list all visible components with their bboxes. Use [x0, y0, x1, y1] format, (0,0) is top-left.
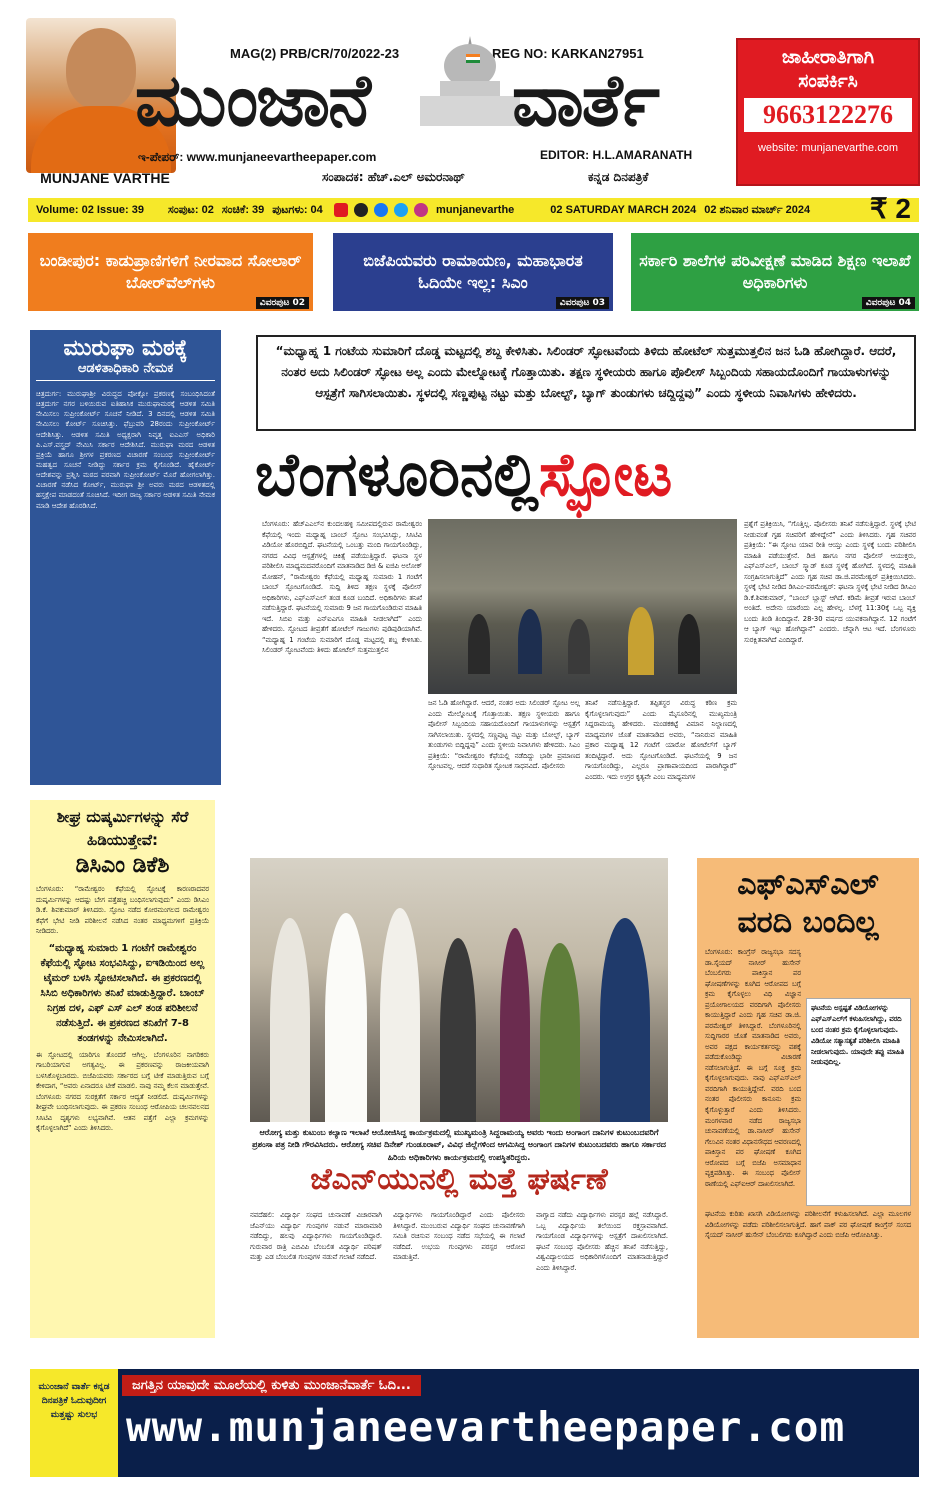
fsl-story	[697, 858, 919, 1338]
facebook-icon[interactable]	[374, 203, 388, 217]
story-body-continued: ಘಟನೆಯ ಕುರಿತು ಖಾಸಗಿ ವಿಡಿಯೋಗಳನ್ನು ಪರಿಶೀಲನೆಗೆ ಕಳುಹಿಸಲಾಗಿದೆ. ಎಲ್ಲಾ ಮೂಲಗಳ ವಿಡಿಯೋಗಳನ್ನು ಪಡೆದು ಪರಿಶೀಲಿಸಲಾಗುತ್ತಿದೆ. ಹಾಗೆ ಪಾಕ್ ಪರ ಘೋಷಣೆ ಕಾಂಗ್ರೆಸ್ ಸಂಸದ ಸೈಯದ್ ನಾಸೀರ್ ಹುಸೇನ್ ಬೆಂಬಲಿಗರು ಕೂಗಿದ್ದಾರೆ ಎಂದು ಬಿಜೆಪಿ ಆರೋಪಿಸಿತ್ತು.	[705, 1210, 911, 1240]
story-body-continued: ಈ ಸ್ಫೋಟದಲ್ಲಿ ಯಾರಿಗೂ ತೊಂದರೆ ಆಗಿಲ್ಲ. ಬೆಂಗಳೂರಿನ ನಾಗರಿಕರು ಗಾಬರಿಯಾಗುವ ಅಗತ್ಯವಿಲ್ಲ. ಈ ಪ್ರಕರಣವನ್ನು ರಾಜಕೀಯವಾಗಿ ಬಳಸಿಕೊಳ್ಳಬಾರದು. ಬಿಜೆಪಿಯವರು ಸರ್ಕಾರದ ಬಗ್ಗೆ ಟೀಕೆ ಮಾಡುತ್ತಿರುವ ಬಗ್ಗೆ ಕೇಳಿದಾಗ, “ಅವರು ಏನಾದರೂ ಟೀಕೆ ಮಾಡಲಿ. ನಾವು ನಮ್ಮ ಕೆಲಸ ಮಾಡುತ್ತೇವೆ. ಬೆಂಗಳೂರು ನಗರದ ಸುರಕ್ಷತೆಗೆ ಸರ್ಕಾರ ಆದ್ಯತೆ ನೀಡಲಿದೆ. ದುಷ್ಕರ್ಮಿಗಳನ್ನು ಶೀಘ್ರವೇ ಬಂಧಿಸಲಾಗುವುದು. ಈ ಪ್ರಕರಣ ಸಂಬಂಧ ಆರೋಪಿಯ ಚಲನವಲನದ ಸಿಸಿಟಿವಿ ದೃಶ್ಯಗಳು ಲಭ್ಯವಾಗಿವೆ. ಆತನ ಪತ್ತೆಗೆ ಎಲ್ಲಾ ಕ್ರಮಗಳನ್ನು ಕೈಗೊಳ್ಳಲಾಗಿದೆ” ಎಂದು ತಿಳಿಸಿದರು.	[36, 1050, 209, 1133]
headline-black: ಬೆಂಗಳೂರಿನಲ್ಲಿ	[255, 440, 539, 510]
main-story-column-1: ಬೆಂಗಳೂರು: ಹೆಚ್‌ಎಎಲ್‌ನ ಕುಂದಲಹಳ್ಳಿ ಸಮೀಪದಲ್ಲಿರುವ ರಾಮೇಶ್ವರಂ ಕೆಫೆಯಲ್ಲಿ ಇಂದು ಮಧ್ಯಾಹ್ನ ಬಾಂಬ್ ಸ್ಫೋಟ ಸಂಭವಿಸಿದ್ದು, ಸಿಸಿಟಿವಿ ವಿಡಿಯೋ ಹೊರಬಿದ್ದಿದೆ. ಘಟನೆಯಲ್ಲಿ ಒಂಬತ್ತು ಮಂದಿ ಗಾಯಗೊಂಡಿದ್ದು, ನಗರದ ವಿವಿಧ ಆಸ್ಪತ್ರೆಗಳಲ್ಲಿ ಚಿಕಿತ್ಸೆ ಪಡೆಯುತ್ತಿದ್ದಾರೆ. ಘಟನಾ ಸ್ಥಳ ಪರಿಶೀಲಿಸಿ ಮಾಧ್ಯಮದವರೊಂದಿಗೆ ಮಾತನಾಡಿದ ಡಿಜಿ & ಐಜಿಪಿ ಅಲೋಕ್ ಮೋಹನ್, “ರಾಮೇಶ್ವರಂ ಕೆಫೆಯಲ್ಲಿ ಮಧ್ಯಾಹ್ನ ಸುಮಾರು 1 ಗಂಟೆಗೆ ಬಾಂಬ್ ಸ್ಫೋಟಗೊಂಡಿದೆ. ಸುದ್ದಿ ತಿಳಿದ ತಕ್ಷಣ ಸ್ಥಳಕ್ಕೆ ಪೊಲೀಸ್ ಅಧಿಕಾರಿಗಳು, ಎಫ್‌ಎಸ್‌ಎಲ್ ತಂಡ ಕೂಡ ಬಂದಿದೆ. ಅಧಿಕಾರಿಗಳು ತನಿಖೆ ನಡೆಸುತ್ತಿದ್ದಾರೆ. ಘಟನೆಯಲ್ಲಿ ಸುಮಾರು 9 ಜನ ಗಾಯಗೊಂಡಿರುವ ಮಾಹಿತಿ ಇದೆ. ಸಿಬಿಐ ಮತ್ತು ಎನ್‌ಐಎಗೂ ಮಾಹಿತಿ ನೀಡಲಾಗಿದೆ” ಎಂದು ಹೇಳಿದರು. ಸ್ಫೋಟದ ತೀವ್ರತೆಗೆ ಹೋಟೆಲ್ ಗಾಜುಗಳು ಪುಡಿಪುಡಿಯಾಗಿವೆ. “ಮಧ್ಯಾಹ್ನ 1 ಗಂಟೆಯ ಸುಮಾರಿಗೆ ದೊಡ್ಡ ಮಟ್ಟದಲ್ಲಿ ಶಬ್ದ ಕೇಳಿಸಿತು. ಸಿಲಿಂಡರ್ ಸ್ಫೋಟವೆಂದು ತಿಳಿದು ಹೋಟೆಲ್ ಸುತ್ತಮುತ್ತಲಿನ	[262, 520, 422, 655]
murugha-story	[30, 330, 221, 785]
teaser-text: ಸರ್ಕಾರಿ ಶಾಲೆಗಳ ಪರಿವೀಕ್ಷಣೆ ಮಾಡಿದ ಶಿಕ್ಷಣ ಇಲಾಖೆ ಅಧಿಕಾರಿಗಳು	[639, 250, 911, 292]
teaser-page-tag: ವಿವರಪುಟ 04	[862, 297, 915, 309]
brand-left: ಮುಂಜಾನೆ	[135, 58, 369, 142]
ad-line-2: ಸಂಪರ್ಕಿಸಿ	[798, 70, 858, 92]
youtube-icon[interactable]	[334, 203, 348, 217]
story-subheadline: ಆಡಳಿತಾಧಿಕಾರಿ ನೇಮಕ	[36, 361, 215, 381]
headline-red: ಸ್ಫೋಟ	[538, 440, 673, 510]
epaper-link[interactable]: ಇ-ಪೇಪರ್: www.munjaneevartheepaper.com	[138, 150, 377, 164]
teaser-schools[interactable]	[631, 233, 919, 311]
story-subheadline: ಡಿಸಿಎಂ ಡಿಕೆಶಿ	[75, 853, 170, 878]
date-english: 02 SATURDAY MARCH 2024	[550, 204, 697, 216]
main-story-column-2: ಜನ ಓಡಿ ಹೋಗಿದ್ದಾರೆ. ಆದರೆ, ನಂತರ ಅದು ಸಿಲಿಂಡರ್ ಸ್ಫೋಟ ಅಲ್ಲ ಎಂದು ಮೇಲ್ನೋಟಕ್ಕೆ ಗೊತ್ತಾಯಿತು. ತಕ್ಷಣ ಸ್ಥಳೀಯರು ಹಾಗೂ ಪೊಲೀಸ್ ಸಿಬ್ಬಂದಿಯ ಸಹಾಯದೊಂದಿಗೆ ಗಾಯಾಳುಗಳನ್ನು ಆಸ್ಪತ್ರೆಗೆ ಸಾಗಿಸಲಾಯಿತು. ಸ್ಥಳದಲ್ಲಿ ಸಣ್ಣಪುಟ್ಟ ನಟ್ಟು ಮತ್ತು ಬೋಲ್ಟ್, ಬ್ಯಾಗ್ ತುಂಡುಗಳು ಬಿದ್ದಿದ್ದವು” ಎಂದು ಸ್ಥಳೀಯ ನಿವಾಸಿಗಳು ಹೇಳಿದರು. ಸಿಎಂ ಪ್ರತಿಕ್ರಿಯೆ: “ರಾಮೇಶ್ವರಂ ಕೆಫೆಯಲ್ಲಿ ನಡೆದಿದ್ದು ಭಾರೀ ಪ್ರಮಾಣದ ಸ್ಫೋಟವಲ್ಲ. ಆದರೆ ಸುಧಾರಿತ ಸ್ಫೋಟಕ ಸಾಧನವಿದೆ. ಪೊಲೀಸರು	[428, 699, 580, 771]
ad-website[interactable]: website: munjanevarthe.com	[757, 142, 898, 154]
story-headline: ಶೀಘ್ರ ದುಷ್ಕರ್ಮಿಗಳನ್ನು ಸೆರೆ ಹಿಡಿಯುತ್ತೇವೆ:	[56, 808, 189, 849]
epaper-banner[interactable]	[30, 1369, 919, 1477]
pull-quote: “ಮಧ್ಯಾಹ್ನ ಸುಮಾರು 1 ಗಂಟೆಗೆ ರಾಮೇಶ್ವರಂ ಕೆಫೆಯಲ್ಲಿ ಸ್ಫೋಟ ಸಂಭವಿಸಿದ್ದು, ಐಇಡಿಯಿಂದ ಅಲ್ಲ ಟೈಮರ್ ಬಳಸಿ ಸ್ಫೋಟಿಸಲಾಗಿದೆ. ಈ ಪ್ರಕರಣದಲ್ಲಿ ಸಿಸಿಬಿ ಅಧಿಕಾರಿಗಳು ತನಿಖೆ ಮಾಡುತ್ತಿದ್ದಾರೆ. ಬಾಂಬ್ ನಿಗ್ರಹ ದಳ, ಎಫ್ ಎಸ್ ಎಲ್ ತಂಡ ಪರಿಶೀಲನೆ ನಡೆಸುತ್ತಿದೆ. ಈ ಪ್ರಕರಣದ ತನಿಖೆಗೆ 7-8 ತಂಡಗಳನ್ನು ನೇಮಿಸಲಾಗಿದೆ.	[40, 942, 205, 1044]
date-kannada: 02 ಶನಿವಾರ ಮಾರ್ಚ್ 2024	[704, 203, 811, 216]
twitter-icon[interactable]	[394, 203, 408, 217]
jnu-column-3: ವಾಗ್ವಾದ ನಡೆದು ವಿದ್ಯಾರ್ಥಿಗಳು ಪರಸ್ಪರ ಹಲ್ಲೆ ನಡೆಸಿದ್ದಾರೆ. ಒಬ್ಬ ವಿದ್ಯಾರ್ಥಿಯ ತಲೆಯಿಂದ ರಕ್ತಸ್ರಾವವಾಗಿದೆ. ಗಾಯಗೊಂಡ ವಿದ್ಯಾರ್ಥಿಗಳನ್ನು ಆಸ್ಪತ್ರೆಗೆ ದಾಖಲಿಸಲಾಗಿದೆ. ಘಟನೆ ಸಂಬಂಧ ಪೊಲೀಸರು ಹೆಚ್ಚಿನ ತನಿಖೆ ನಡೆಸುತ್ತಿದ್ದು, ವಿಶ್ವವಿದ್ಯಾಲಯದ ಅಧಿಕಾರಿಗಳೊಂದಿಗೆ ಮಾತನಾಡುತ್ತಿದ್ದಾರೆ ಎಂದು ತಿಳಿಸಿದ್ದಾರೆ.	[536, 1211, 668, 1272]
story-headline: ಎಫ್‌ಎಸ್‌ಎಲ್ ವರದಿ ಬಂದಿಲ್ಲ	[737, 867, 879, 940]
whatsapp-icon[interactable]	[354, 203, 368, 217]
cm-event-photo	[250, 858, 668, 1122]
ad-phone[interactable]: 9663122276	[744, 98, 912, 132]
dcm-story	[30, 800, 215, 1338]
banner-url[interactable]: www.munjaneevartheepaper.com	[126, 1403, 846, 1451]
banner-side-text: ಮುಂಜಾನೆ ವಾರ್ತೆ ಕನ್ನಡ ದಿನಪತ್ರಿಕೆ ಓದುವುದೀಗ ಮತ್ತಷ್ಟು ಸುಲಭ	[30, 1369, 118, 1477]
social-handle[interactable]: munjanevarthe	[436, 204, 515, 216]
teaser-bandipur[interactable]	[28, 233, 313, 311]
advertise-box[interactable]	[736, 38, 920, 186]
main-story-column-4: ಪ್ರಶ್ನೆಗೆ ಪ್ರತಿಕ್ರಿಯಿಸಿ, “ಗೊತ್ತಿಲ್ಲ. ಪೊಲೀಸರು ತನಿಖೆ ನಡೆಸುತ್ತಿದ್ದಾರೆ. ಸ್ಥಳಕ್ಕೆ ಭೇಟಿ ನೀಡುವಂತೆ ಗೃಹ ಸಚಿವರಿಗೆ ಹೇಳಿದ್ದೇನೆ” ಎಂದು ತಿಳಿಸಿದರು. ಗೃಹ ಸಚಿವರ ಪ್ರತಿಕ್ರಿಯೆ: “ಈ ಸ್ಫೋಟ ಯಾವ ರೀತಿ ಆಯ್ತು ಎಂದು ಸ್ಥಳಕ್ಕೆ ಬಂದು ಪರಿಶೀಲಿಸಿ ಮಾಹಿತಿ ಪಡೆಯುತ್ತೇನೆ. ಡಿಜಿ ಹಾಗೂ ನಗರ ಪೊಲೀಸ್ ಆಯುಕ್ತರು, ಎಫ್‌ಎಸ್‌ಎಲ್, ಬಾಂಬ್ ಸ್ಕ್ವಾಡ್ ಕೂಡ ಸ್ಥಳಕ್ಕೆ ಹೋಗಿದೆ. ಸ್ಥಳದಲ್ಲಿ ಮಾಹಿತಿ ಸಂಗ್ರಹಿಸಲಾಗುತ್ತಿದೆ” ಎಂದು ಗೃಹ ಸಚಿವ ಡಾ.ಜಿ.ಪರಮೇಶ್ವರ್ ಪ್ರತಿಕ್ರಿಯಿಸಿದರು. ಸ್ಥಳಕ್ಕೆ ಭೇಟಿ ನೀಡಿದ ಡಿಸಿಎಂ-ಪರಮೇಶ್ವರ್: ಘಟನಾ ಸ್ಥಳಕ್ಕೆ ಭೇಟಿ ನೀಡಿದ ಡಿಸಿಎಂ ಡಿ.ಕೆ.ಶಿವಕುಮಾರ್, “ಬಾಂಬ್ ಬ್ಲಾಸ್ಟ್ ಆಗಿದೆ. ಕಡಿಮೆ ತೀವ್ರತೆ ಇರುವ ಬಾಂಬ್ ಅಂತಿದೆ. ಅದೇನು ಯಾರೆಂದು ಎಲ್ಲ ಹೇಳಲ್ಲ. ಬೆಳಗ್ಗೆ 11:30ಕ್ಕೆ ಒಬ್ಬ ವ್ಯಕ್ತಿ ಬಂದು ತಿಂಡಿ ತಿಂದಿದ್ದಾನೆ. 28-30 ವರ್ಷದ ಯುವಕನಾಗಿದ್ದಾನೆ. 12 ಗಂಟೆಗೆ ಆ ಬ್ಯಾಗ್ ಇಟ್ಟು ಹೋಗಿದ್ದಾನೆ” ಎಂದರು. ಚೆನ್ನಾಗಿ ಆಟ ಇದೆ. ಬೆಂಗಳೂರು ಸುರಕ್ಷಿತವಾಗಿದೆ ಎಂದಿದ್ದಾರೆ.	[744, 520, 916, 644]
volume-issue: Volume: 02 Issue: 39	[36, 204, 145, 216]
banner-tagline: ಜಗತ್ತಿನ ಯಾವುದೇ ಮೂಲೆಯಲ್ಲಿ ಕುಳಿತು ಮುಂಜಾನೆವಾರ್ತೆ ಓದಿ...	[122, 1375, 421, 1396]
story-body: ಬೆಂಗಳೂರು: ಕಾಂಗ್ರೆಸ್ ರಾಜ್ಯಸಭಾ ಸದಸ್ಯ ಡಾ.ಸೈಯದ್ ನಾಸೀರ್ ಹುಸೇನ್ ಬೆಂಬಲಿಗರು ಪಾಕಿಸ್ತಾನ ಪರ ಘೋಷಣೆಗಳನ್ನು ಕೂಗಿದ ಆರೋಪದ ಬಗ್ಗೆ ಕ್ರಮ ಕೈಗೊಳ್ಳಲು ವಿಧಿ ವಿಜ್ಞಾನ ಪ್ರಯೋಗಾಲಯದ ವರದಿಗಾಗಿ ಪೊಲೀಸರು ಕಾಯುತ್ತಿದ್ದಾರೆ ಎಂದು ಗೃಹ ಸಚಿವ ಡಾ.ಜಿ. ಪರಮೇಶ್ವರ್ ತಿಳಿಸಿದ್ದಾರೆ. ಬೆಂಗಳೂರಿನಲ್ಲಿ ಸುದ್ದಿಗಾರರ ಜೊತೆ ಮಾತನಾಡಿದ ಅವರು, ಅವರ ಪಕ್ಷದ ಕಾರ್ಯಕರ್ತರನ್ನು ವಶಕ್ಕೆ ಪಡೆದುಕೊಂಡಿದ್ದು ವಿಚಾರಣೆ ನಡೆಸಲಾಗುತ್ತಿದೆ. ಈ ಬಗ್ಗೆ ಸೂಕ್ತ ಕ್ರಮ ಕೈಗೊಳ್ಳಲಾಗುವುದು. ನಾವು ಎಫ್‌ಎಸ್‌ಎಲ್ ವರದಿಗಾಗಿ ಕಾಯುತ್ತಿದ್ದೇವೆ. ವರದಿ ಬಂದ ನಂತರ ಪೊಲೀಸರು ಕಾನೂನು ಕ್ರಮ ಕೈಗೊಳ್ಳುತ್ತಾರೆ ಎಂದು ತಿಳಿಸಿದರು. ಮಂಗಳವಾರ ನಡೆದ ರಾಜ್ಯಸಭಾ ಚುನಾವಣೆಯಲ್ಲಿ ಡಾ.ನಾಸೀರ್ ಹುಸೇನ್ ಗೆಲುವಿನ ನಂತರ ವಿಧಾನಸೌಧದ ಆವರಣದಲ್ಲಿ ಪಾಕಿಸ್ತಾನ ಪರ ಘೋಷಣೆ ಕೂಗಿದ ಆರೋಪದ ಬಗ್ಗೆ ಬಿಜೆಪಿ ಅಸಮಾಧಾನ ವ್ಯಕ್ತಪಡಿಸಿತ್ತು. ಈ ಸಂಬಂಧ ಪೊಲೀಸ್ ಠಾಣೆಯಲ್ಲಿ ಎಫ್‌ಐಆರ್ ದಾಖಲಿಸಲಾಗಿದೆ.	[705, 948, 801, 1188]
photo-caption: ಆರೋಗ್ಯ ಮತ್ತು ಕುಟುಂಬ ಕಲ್ಯಾಣ ಇಲಾಖೆ ಆಯೋಜಿಸಿದ್ದ ಕಾರ್ಯಕ್ರಮದಲ್ಲಿ ಮುಖ್ಯಮಂತ್ರಿ ಸಿದ್ದರಾಮಯ್ಯ ಅವರು ಇಂದು ಅಂಗಾಂಗ ದಾನಿಗಳ ಕುಟುಂಬದವರಿಗೆ ಪ್ರಶಂಸಾ ಪತ್ರ ನೀಡಿ ಗೌರವಿಸಿದರು. ಆರೋಗ್ಯ ಸಚಿವ ದಿನೇಶ್ ಗುಂಡೂರಾವ್, ವಿವಿಧ ಜಿಲ್ಲೆಗಳಿಂದ ಆಗಮಿಸಿದ್ದ ಅಂಗಾಂಗ ದಾನಿಗಳ ಕುಟುಂಬದವರು ಹಾಗೂ ಸರ್ಕಾರದ ಹಿರಿಯ ಅಧಿಕಾರಿಗಳು ಕಾರ್ಯಕ್ರಮದಲ್ಲಿ ಉಪಸ್ಥಿತರಿದ್ದರು.	[252, 1128, 666, 1162]
reg-number: REG NO: KARKAN27951	[492, 46, 644, 61]
blast-quote-box: “ಮಧ್ಯಾಹ್ನ 1 ಗಂಟೆಯ ಸುಮಾರಿಗೆ ದೊಡ್ಡ ಮಟ್ಟದಲ್ಲಿ ಶಬ್ದ ಕೇಳಿಸಿತು. ಸಿಲಿಂಡರ್ ಸ್ಫೋಟವೆಂದು ತಿಳಿದು ಹೋಟೆಲ್ ಸುತ್ತಮುತ್ತಲಿನ ಜನ ಓಡಿ ಹೋಗಿದ್ದಾರೆ. ಆದರೆ, ನಂತರ ಅದು ಸಿಲಿಂಡರ್ ಸ್ಫೋಟ ಅಲ್ಲ ಎಂದು ಮೇಲ್ನೋಟಕ್ಕೆ ಗೊತ್ತಾಯಿತು. ತಕ್ಷಣ ಸ್ಥಳೀಯರು ಹಾಗೂ ಪೊಲೀಸ್ ಸಿಬ್ಬಂದಿಯ ಸಹಾಯದೊಂದಿಗೆ ಗಾಯಾಳುಗಳನ್ನು ಆಸ್ಪತ್ರೆಗೆ ಸಾಗಿಸಲಾಯಿತು. ಸ್ಥಳದಲ್ಲಿ ಸಣ್ಣಪುಟ್ಟ ನಟ್ಟು ಮತ್ತು ಬೋಲ್ಟ್, ಬ್ಯಾಗ್ ತುಂಡುಗಳು ಚದ್ದಿದ್ದವು” ಎಂದು ಸ್ಥಳೀಯ ನಿವಾಸಿಗಳು ಹೇಳಿದರು.	[256, 335, 916, 431]
teaser-bjp[interactable]	[333, 233, 613, 311]
main-story-column-3: ತನಿಖೆ ನಡೆಸುತ್ತಿದ್ದಾರೆ. ತಪ್ಪಿತಸ್ಥರ ವಿರುದ್ಧ ಕಠಿಣ ಕ್ರಮ ಕೈಗೊಳ್ಳಲಾಗುವುದು” ಎಂದು ಮೈಸೂರಿನಲ್ಲಿ ಮುಖ್ಯಮಂತ್ರಿ ಸಿದ್ದರಾಮಯ್ಯ ಹೇಳಿದರು. ಮಂಡಕಕಟ್ಟೆ ವಿಮಾನ ನಿಲ್ದಾಣದಲ್ಲಿ ಮಾಧ್ಯಮಗಳ ಜೊತೆ ಮಾತನಾಡಿದ ಅವರು, “ನಾನಿರುವ ಮಾಹಿತಿ ಪ್ರಕಾರ ಮಧ್ಯಾಹ್ನ 12 ಗಂಟೆಗೆ ಯಾರೋ ಹೋಟೆಲ್‌ಗೆ ಬ್ಯಾಗ್ ತಂದಿಟ್ಟಿದ್ದಾರೆ. ಅದು ಸ್ಫೋಟಗೊಂಡಿದೆ. ಘಟನೆಯಲ್ಲಿ 9 ಜನ ಗಾಯಗೊಂಡಿದ್ದು, ಎಲ್ಲರೂ ಪ್ರಾಣಾಪಾಯದಿಂದ ಪಾರಾಗಿದ್ದಾರೆ” ಎಂದರು. ಇದು ಉಗ್ರರ ಕೃತ್ಯವೇ ಎಂಬ ಮಾಧ್ಯಮಗಳ	[585, 699, 737, 781]
sanchike: ಸಂಚಿಕೆ: 39	[221, 203, 265, 216]
ad-line-1: ಜಾಹೀರಾತಿಗಾಗಿ	[781, 46, 875, 68]
teaser-text: ಬಿಜೆಪಿಯವರು ರಾಮಾಯಣ, ಮಹಾಭಾರತ ಓದಿಯೇ ಇಲ್ಲ: ಸಿಎಂ	[363, 250, 583, 292]
editor-name: EDITOR: H.L.AMARANATH	[540, 148, 693, 162]
price: ₹ 2	[869, 193, 911, 224]
editor-name-kannada: ಸಂಪಾದಕ: ಹೆಚ್.ಎಲ್ ಅಮರನಾಥ್	[322, 170, 465, 184]
mag-number: MAG(2) PRB/CR/70/2022-23	[230, 46, 400, 61]
instagram-icon[interactable]	[414, 203, 428, 217]
teaser-text: ಬಂಡೀಪುರ: ಕಾಡುಪ್ರಾಣಿಗಳಿಗೆ ನೀರವಾದ ಸೋಲಾರ್ ಬೋರ್‌ವೆಲ್‌ಗಳು	[39, 250, 302, 292]
jnu-headline: ಜೆಎನ್‌ಯುನಲ್ಲಿ ಮತ್ತೆ ಘರ್ಷಣೆ	[310, 1162, 608, 1197]
daily-label: ಕನ್ನಡ ದಿನಪತ್ರಿಕೆ	[588, 170, 649, 184]
blast-site-photo	[428, 519, 737, 694]
story-body: ಚಿತ್ರದುರ್ಗ: ಮುರುಘಾಶ್ರೀ ವಿರುದ್ಧದ ಪೋಕ್ಸೋ ಪ್ರಕರಣಕ್ಕೆ ಸಂಬಂಧಿಸಿದಂತೆ ಚಿತ್ರದುರ್ಗ ನಗರ ಬಳಿಯಿರುವ ಐತಿಹಾಸಿಕ ಮುರುಘಾಮಠಕ್ಕೆ ಆಡಳಿತ ಸಮಿತಿ ನೇಮಿಸಲು ಸುಪ್ರೀಂಕೋರ್ಟ್ ಸೂಚನೆ ನೀಡಿದೆ. 3 ದಿನದಲ್ಲಿ ಆಡಳಿತ ಸಮಿತಿ ನೇಮಿಸಲು ಕೋರ್ಟ್ ಸೂಚಿಸಿತ್ತು. ಫೆಬ್ರುವರಿ 28ರಂದು ಸುಪ್ರೀಂಕೋರ್ಟ್ ಆದೇಶಿಸಿತ್ತು. ಆಡಳಿತ ಸಮಿತಿ ಅಧ್ಯಕ್ಷರಾಗಿ ನಿವೃತ್ತ ಐಎಎಸ್ ಅಧಿಕಾರಿ ಪಿ.ಎಸ್.ವಸ್ತ್ರದ್ ನೇಮಿಸಿ ಸರ್ಕಾರ ಆದೇಶಿಸಿದೆ. ಮುರುಘಾ ಮಠದ ಆಡಳಿತ ಪ್ರಕ್ರಿಯೆ ಹಾಗೂ ಶ್ರೀಗಳ ಪ್ರಕರಣದ ವಿಚಾರಣೆ ಸಂಬಂಧ ಸುಪ್ರೀಂಕೋರ್ಟ್ ಮಹತ್ವದ ಸೂಚನೆ ನೀಡಿದ್ದು ಸರ್ಕಾರ ಕ್ರಮ ಕೈಗೊಂಡಿದೆ. ಹೈಕೋರ್ಟ್ ಆದೇಶವನ್ನು ಪ್ರಶ್ನಿಸಿ ಮಠದ ಪರವಾಗಿ ಸುಪ್ರೀಂಕೋರ್ಟ್ ಮೊರೆ ಹೋಗಲಾಗಿತ್ತು. ವಿಚಾರಣೆ ನಡೆಸಿದ ಕೋರ್ಟ್, ಮುರುಘಾ ಶ್ರೀ ಅವರು ಮಠದ ಆಡಳಿತದಲ್ಲಿ ಹಸ್ತಕ್ಷೇಪ ಮಾಡದಂತೆ ಸೂಚಿಸಿದೆ. ಇದೀಗ ರಾಜ್ಯ ಸರ್ಕಾರ ಆಡಳಿತ ಸಮಿತಿ ನೇಮಕ ಮಾಡಿ ಆದೇಶ ಹೊರಡಿಸಿದೆ.	[36, 390, 215, 510]
teaser-page-tag: ವಿವರಪುಟ 02	[256, 297, 309, 309]
pages: ಪುಟಗಳು: 04	[272, 203, 323, 216]
issue-info-bar	[28, 193, 919, 224]
samputa: ಸಂಪುಟ: 02	[168, 203, 214, 216]
story-headline: ಮುರುಘಾ ಮಠಕ್ಕೆ	[63, 336, 188, 361]
teaser-page-tag: ವಿವರಪುಟ 03	[556, 297, 609, 309]
english-name: MUNJANE VARTHE	[40, 170, 170, 186]
story-inset: ಘಟನೆಯ ಅಸ್ಪಷ್ಟತೆ ವಿಡಿಯೋಗಳನ್ನು ಎಫ್‌ಎಸ್‌ಎಲ್‌ಗೆ ಕಳುಹಿಸಲಾಗಿದ್ದು, ವರದಿ ಬಂದ ನಂತರ ಕ್ರಮ ಕೈಗೊಳ್ಳಲಾಗುವುದು. ವಿಡಿಯೋ ಸತ್ಯಾಸತ್ಯತೆ ಪರಿಶೀಲಿಸಿ ಮಾಹಿತಿ ನೀಡಲಾಗುವುದು. ಯಾವುದೇ ತಪ್ಪು ಮಾಹಿತಿ ನೀಡುವುದಿಲ್ಲ.	[806, 998, 911, 1206]
jnu-column-1: ನವದೆಹಲಿ: ವಿದ್ಯಾರ್ಥಿ ಸಂಘದ ಚುನಾವಣೆ ವಿಚಾರವಾಗಿ ಜೆಎನ್‌ಯು ವಿದ್ಯಾರ್ಥಿ ಗುಂಪುಗಳ ನಡುವೆ ಮಾರಾಮಾರಿ ನಡೆದಿದ್ದು, ಹಲವು ವಿದ್ಯಾರ್ಥಿಗಳು ಗಾಯಗೊಂಡಿದ್ದಾರೆ. ಗುರುವಾರ ರಾತ್ರಿ ಎಬಿವಿಪಿ ಬೆಂಬಲಿತ ವಿದ್ಯಾರ್ಥಿ ಪರಿಷತ್ ಮತ್ತು ಎಡ ಬೆಂಬಲಿತ ಗುಂಪುಗಳ ನಡುವೆ ಗಲಾಟೆ ನಡೆದಿದೆ.	[250, 1211, 382, 1262]
story-body: ಬೆಂಗಳೂರು: “ರಾಮೇಶ್ವರಂ ಕೆಫೆಯಲ್ಲಿ ಸ್ಫೋಟಕ್ಕೆ ಕಾರಣರಾದವರ ದುಷ್ಕರ್ಮಿಗಳನ್ನು ಆದಷ್ಟು ಬೇಗ ಪತ್ತೆಹಚ್ಚಿ ಬಂಧಿಸಲಾಗುವುದು” ಎಂದು ಡಿಸಿಎಂ ಡಿ.ಕೆ. ಶಿವಕುಮಾರ್ ತಿಳಿಸಿದರು. ಸ್ಫೋಟ ನಡೆದ ಕೋರಮಂಗಲದ ರಾಮೇಶ್ವರಂ ಕೆಫೆಗೆ ಭೇಟಿ ನೀಡಿ ಪರಿಶೀಲನೆ ನಡೆಸಿದ ನಂತರ ಮಾಧ್ಯಮಗಳಿಗೆ ಪ್ರತಿಕ್ರಿಯೆ ನೀಡಿದರು.	[36, 885, 209, 936]
main-headline	[255, 440, 672, 510]
brand-right: ವಾರ್ತೆ	[512, 58, 658, 142]
jnu-column-2: ವಿದ್ಯಾರ್ಥಿಗಳು ಗಾಯಗೊಂಡಿದ್ದಾರೆ ಎಂದು ಪೊಲೀಸರು ತಿಳಿಸಿದ್ದಾರೆ. ಮುಂಬರುವ ವಿದ್ಯಾರ್ಥಿ ಸಂಘದ ಚುನಾವಣೆಗಾಗಿ ಸಮಿತಿ ರಚಿಸುವ ಸಂಬಂಧ ನಡೆದ ಸಭೆಯಲ್ಲಿ ಈ ಗಲಾಟೆ ನಡೆದಿದೆ. ಉಭಯ ಗುಂಪುಗಳು ಪರಸ್ಪರ ಆರೋಪ ಮಾಡುತ್ತಿವೆ.	[393, 1211, 525, 1262]
